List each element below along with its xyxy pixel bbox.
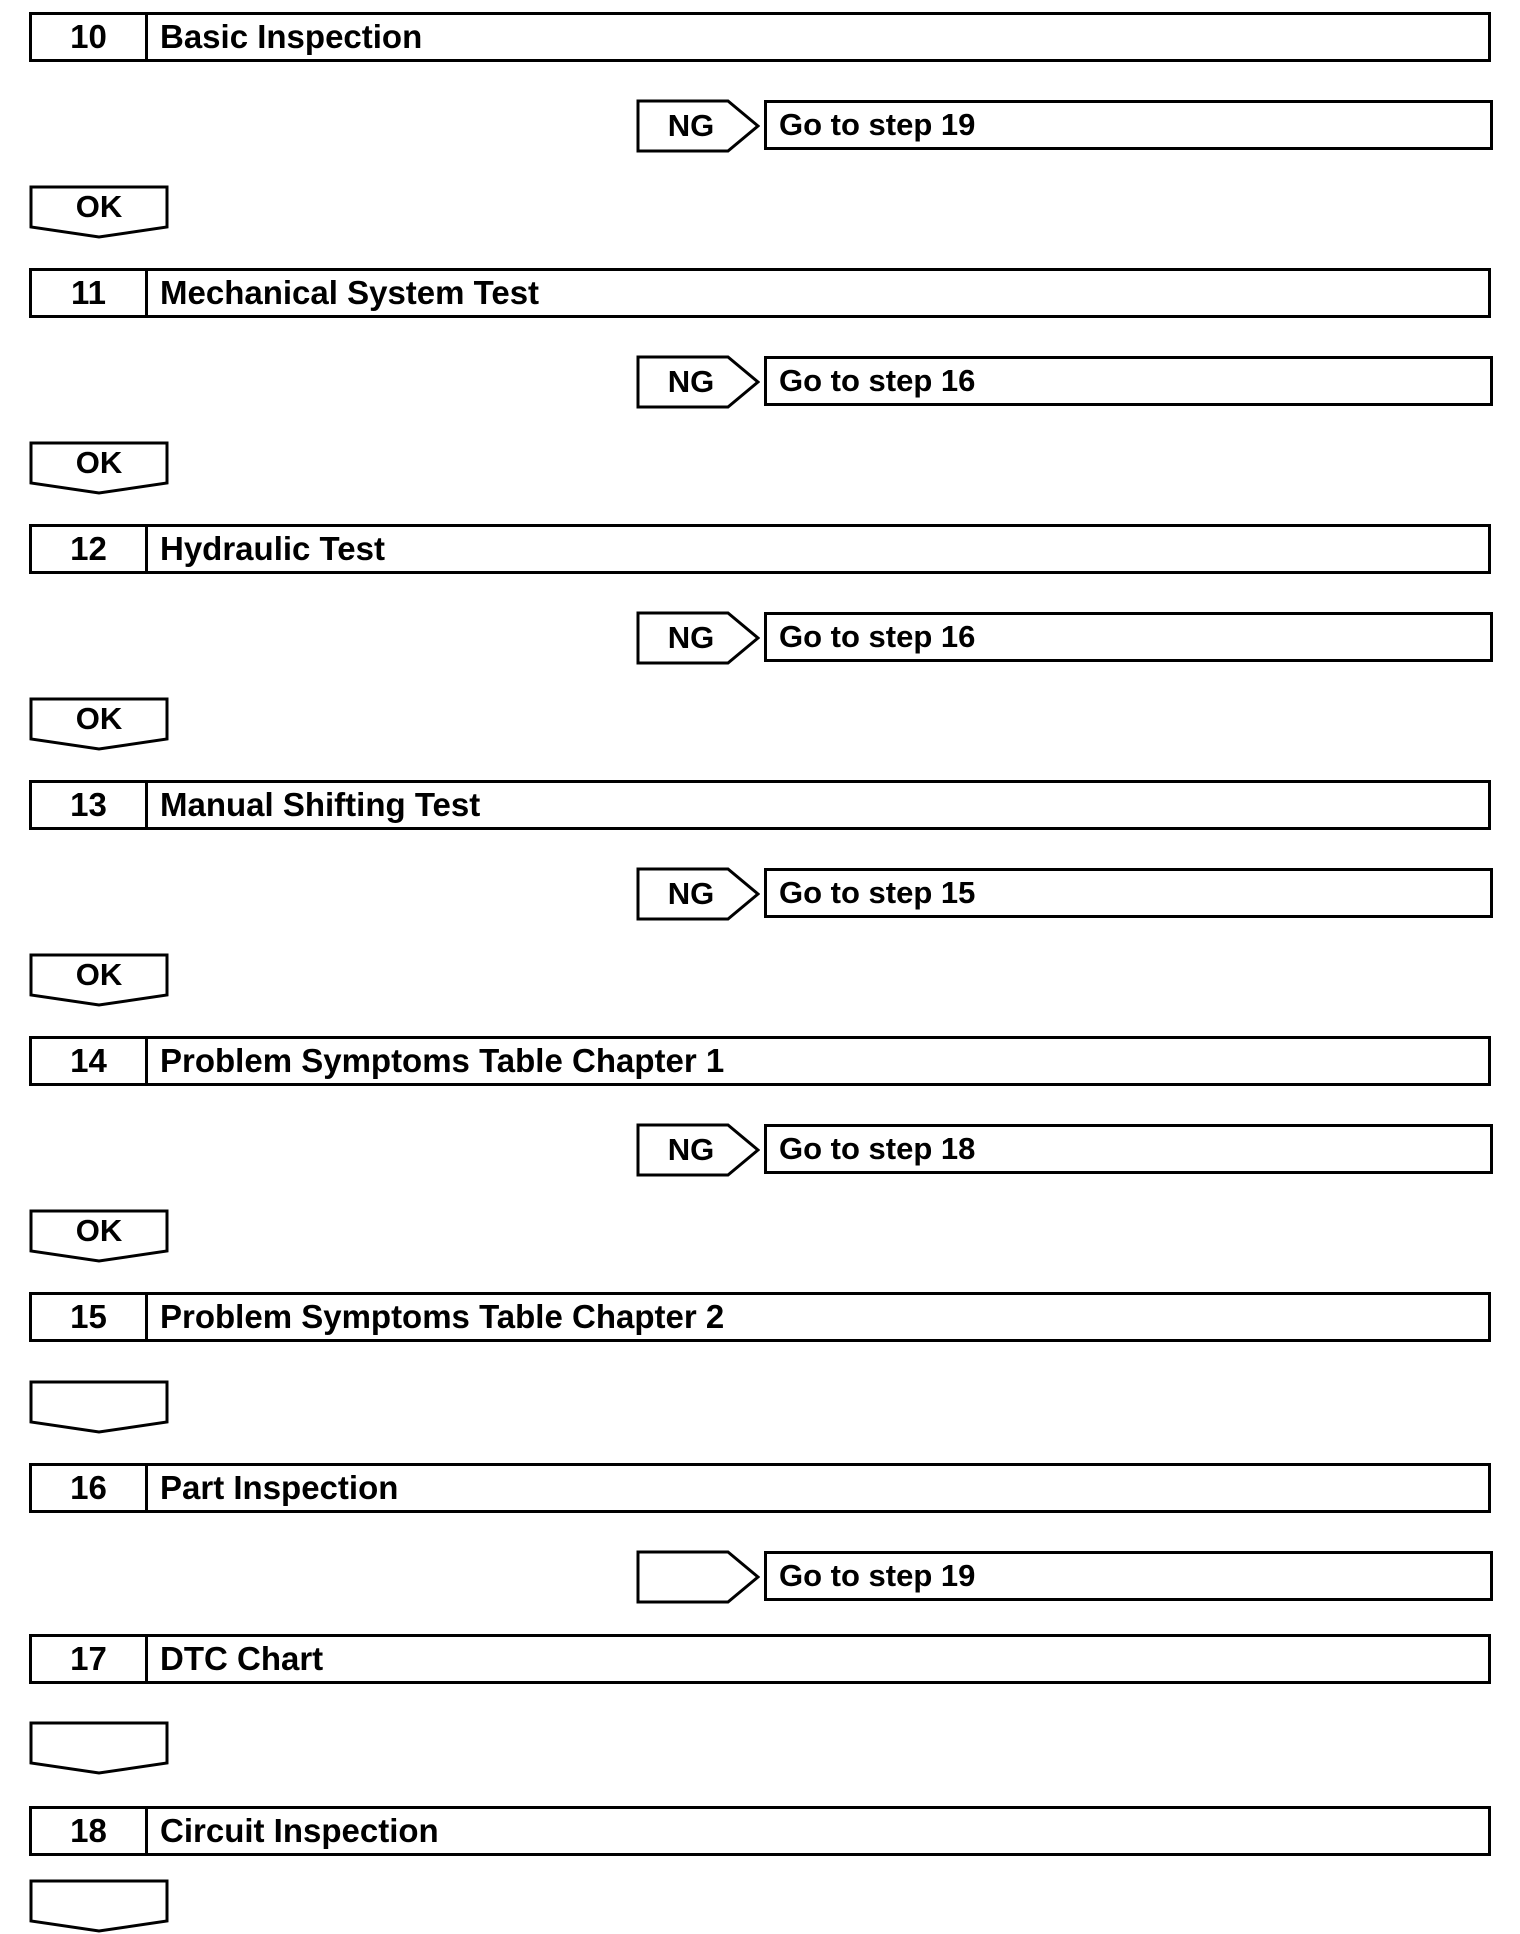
goto-step-box: Go to step 15 — [764, 868, 1493, 918]
step-number: 16 — [32, 1466, 148, 1510]
step-number: 15 — [32, 1295, 148, 1339]
ok-arrow — [29, 953, 169, 1007]
ok-label: OK — [75, 1213, 123, 1248]
ng-branch — [636, 99, 1493, 153]
ok-arrow — [29, 1209, 169, 1263]
step-box — [29, 780, 1491, 830]
step-number: 14 — [32, 1039, 148, 1083]
step-number: 18 — [32, 1809, 148, 1853]
ok-label: OK — [75, 701, 123, 736]
ng-branch — [636, 355, 1493, 409]
step-number: 12 — [32, 527, 148, 571]
step-number: 17 — [32, 1637, 148, 1681]
step-title: Basic Inspection — [160, 18, 423, 55]
step-title: Problem Symptoms Table Chapter 2 — [160, 1298, 725, 1335]
down-arrow-icon — [29, 1380, 169, 1434]
ok-label: OK — [75, 445, 123, 480]
step-box — [29, 1634, 1491, 1684]
step-box — [29, 268, 1491, 318]
step-number: 10 — [32, 15, 148, 59]
step-title: Hydraulic Test — [160, 530, 385, 567]
step-title: Part Inspection — [160, 1469, 399, 1506]
step-title: Manual Shifting Test — [160, 786, 481, 823]
step-title: Problem Symptoms Table Chapter 1 — [160, 1042, 725, 1079]
goto-step-box: Go to step 19 — [764, 100, 1493, 150]
step-box — [29, 524, 1491, 574]
step-title: Mechanical System Test — [160, 274, 540, 311]
step-box — [29, 1463, 1491, 1513]
goto-branch — [636, 1550, 1493, 1604]
ok-arrow — [29, 697, 169, 751]
step-box — [29, 1806, 1491, 1856]
ok-arrow — [29, 185, 169, 239]
goto-step-box: Go to step 16 — [764, 356, 1493, 406]
step-box — [29, 1292, 1491, 1342]
ng-label: NG — [667, 364, 715, 399]
ng-branch — [636, 1123, 1493, 1177]
ng-branch — [636, 611, 1493, 665]
ng-label: NG — [667, 620, 715, 655]
ng-label: NG — [667, 108, 715, 143]
ng-label: NG — [667, 876, 715, 911]
step-title: Circuit Inspection — [160, 1812, 439, 1849]
step-number: 13 — [32, 783, 148, 827]
continue-arrow — [29, 1879, 169, 1933]
right-arrow-tag — [636, 1550, 760, 1604]
step-box — [29, 1036, 1491, 1086]
ng-branch — [636, 867, 1493, 921]
goto-step-box: Go to step 16 — [764, 612, 1493, 662]
step-number: 11 — [32, 271, 148, 315]
down-arrow-icon — [29, 1879, 169, 1933]
ng-label: NG — [667, 1132, 715, 1167]
goto-step-box: Go to step 19 — [764, 1551, 1493, 1601]
ok-arrow — [29, 441, 169, 495]
continue-arrow — [29, 1380, 169, 1434]
down-arrow-icon — [29, 1721, 169, 1775]
step-title: DTC Chart — [160, 1640, 324, 1677]
ok-label: OK — [75, 189, 123, 224]
goto-step-box: Go to step 18 — [764, 1124, 1493, 1174]
ok-label: OK — [75, 957, 123, 992]
step-box — [29, 12, 1491, 62]
continue-arrow — [29, 1721, 169, 1775]
